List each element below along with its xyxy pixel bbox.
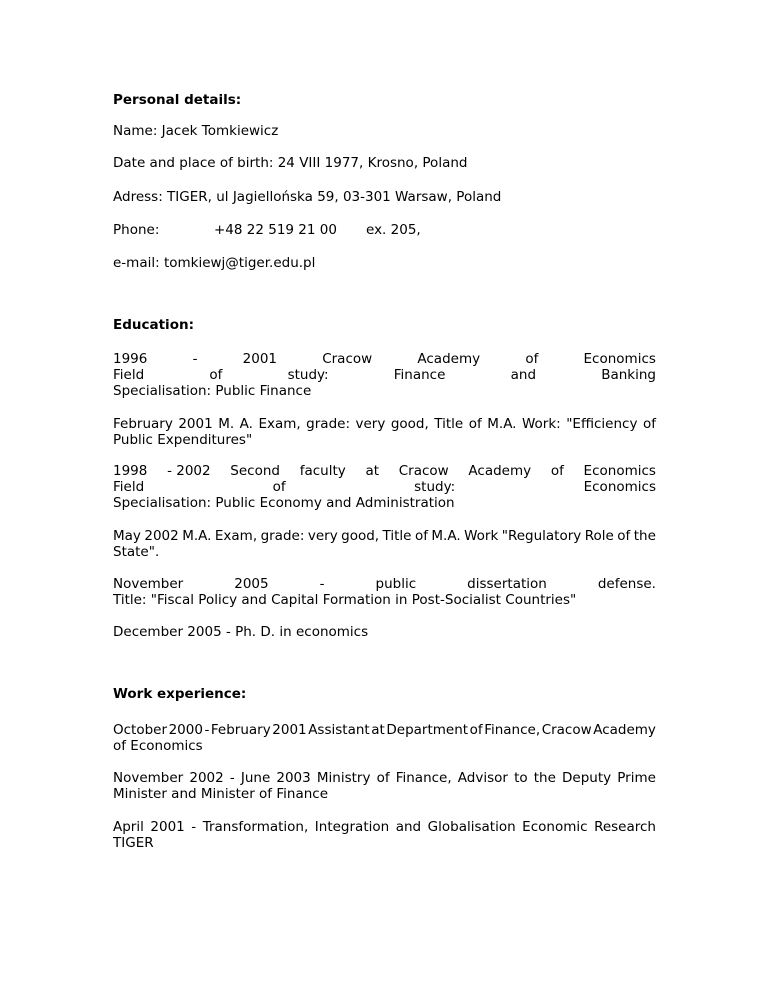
word: -	[204, 722, 210, 738]
word: May	[113, 528, 141, 544]
word: grade:	[260, 528, 305, 544]
work-entry-2-line-2: Minister and Minister of Finance	[113, 786, 328, 802]
word: Economic	[522, 819, 588, 835]
word: Deputy	[562, 770, 612, 786]
word: "Regulatory	[501, 528, 582, 544]
phone-extension: ex. 205,	[366, 222, 421, 238]
word: Transformation,	[202, 819, 309, 835]
work-entry-1-line-2: of Economics	[113, 738, 203, 754]
name-line: Name: Jacek Tomkiewicz	[113, 123, 279, 139]
edu-entry-3-line-3: Specialisation: Public Economy and Administration	[113, 495, 455, 511]
word: April	[113, 819, 144, 835]
birth-line: Date and place of birth: 24 VIII 1977, Krosno, Poland	[113, 155, 468, 171]
word: Finance,	[484, 722, 541, 738]
word: Academy	[468, 463, 532, 479]
word: grade:	[306, 416, 350, 432]
word: 2002	[144, 528, 179, 544]
word: of	[525, 351, 539, 367]
word: Exam,	[258, 416, 301, 432]
word: A.	[239, 416, 253, 432]
word: Second	[230, 463, 280, 479]
word: Department	[386, 722, 469, 738]
word: Economics	[583, 463, 656, 479]
word: Globalisation	[427, 819, 516, 835]
word: Field	[113, 367, 145, 383]
personal-details-heading: Personal details:	[113, 92, 242, 108]
word: "Efficiency	[566, 416, 638, 432]
word: of	[550, 463, 564, 479]
word: 2001	[242, 351, 277, 367]
word: of	[414, 528, 428, 544]
word: 2001	[272, 722, 307, 738]
word: Title	[434, 416, 464, 432]
word: and	[510, 367, 537, 383]
word: November	[113, 576, 184, 592]
word: 2001	[178, 416, 213, 432]
word: at	[365, 463, 380, 479]
edu-entry-5-line-2: Title: "Fiscal Policy and Capital Formation in Post-Socialist Countries"	[113, 592, 577, 608]
word: M.A.	[182, 528, 212, 544]
word: very	[355, 416, 386, 432]
word: June	[240, 770, 271, 786]
word: Banking	[601, 367, 656, 383]
word: Finance,	[395, 770, 452, 786]
word: Cracow	[322, 351, 373, 367]
edu-entry-4-line-2: State".	[113, 544, 160, 560]
word: February	[113, 416, 173, 432]
word: Economics	[583, 351, 656, 367]
word: M.	[218, 416, 235, 432]
word: November	[113, 770, 184, 786]
edu-entry-1-line-3: Specialisation: Public Finance	[113, 383, 312, 399]
word: dissertation	[467, 576, 547, 592]
word: of	[376, 770, 390, 786]
word: February	[210, 722, 271, 738]
word: Cracow	[541, 722, 592, 738]
word: of	[272, 479, 286, 495]
word: Academy	[593, 722, 656, 738]
phone-number: +48 22 519 21 00	[214, 222, 337, 238]
word: 1998	[113, 463, 148, 479]
work-entry-1-line-1	[113, 722, 656, 738]
word: 2002	[189, 770, 224, 786]
word: the	[633, 528, 656, 544]
word: study:	[414, 479, 456, 495]
word: public	[375, 576, 417, 592]
word: Academy	[417, 351, 481, 367]
word: Cracow	[398, 463, 449, 479]
word: Role	[584, 528, 614, 544]
word: M.A.	[431, 528, 461, 544]
edu-entry-2-line-1	[113, 416, 656, 432]
word: -	[192, 351, 198, 367]
email-line: e-mail: tomkiewj@tiger.edu.pl	[113, 255, 316, 271]
phone-label: Phone:	[113, 222, 160, 238]
word: of	[209, 367, 223, 383]
word: defense.	[597, 576, 656, 592]
address-line: Adress: TIGER, ul Jagiellońska 59, 03-301 Warsaw, Poland	[113, 189, 502, 205]
word: Title	[382, 528, 412, 544]
edu-entry-3-line-2	[113, 479, 656, 495]
word: Advisor	[457, 770, 508, 786]
work-experience-heading: Work experience:	[113, 686, 247, 702]
work-entry-3-line-2: TIGER	[113, 835, 154, 851]
word: study:	[287, 367, 329, 383]
word: Assistant	[308, 722, 370, 738]
word: to	[514, 770, 528, 786]
education-heading: Education:	[113, 317, 194, 333]
word: Integration	[314, 819, 390, 835]
edu-entry-1-line-1	[113, 351, 656, 367]
word: very	[307, 528, 338, 544]
word: - 2002	[167, 463, 211, 479]
work-entry-2-line-1	[113, 770, 656, 786]
word: Work	[464, 528, 499, 544]
word: Research	[594, 819, 656, 835]
word: good,	[390, 416, 429, 432]
word: Work:	[521, 416, 561, 432]
word: faculty	[299, 463, 346, 479]
word: of	[468, 416, 482, 432]
word: Exam,	[214, 528, 258, 544]
word: 2000	[168, 722, 203, 738]
word: 1996	[113, 351, 148, 367]
edu-entry-6: December 2005 - Ph. D. in economics	[113, 624, 369, 640]
word: the	[533, 770, 556, 786]
word: at	[371, 722, 385, 738]
word: October	[113, 722, 168, 738]
word: -	[191, 819, 197, 835]
word: M.A.	[487, 416, 517, 432]
edu-entry-5-line-1	[113, 576, 656, 592]
edu-entry-4-line-1	[113, 528, 656, 544]
edu-entry-3-line-1	[113, 463, 656, 479]
word: Ministry	[316, 770, 371, 786]
word: 2005	[234, 576, 269, 592]
word: 2003	[276, 770, 311, 786]
word: of	[642, 416, 656, 432]
word: Finance	[393, 367, 446, 383]
word: good,	[341, 528, 380, 544]
word: and	[395, 819, 422, 835]
word: Economics	[583, 479, 656, 495]
work-entry-3-line-1	[113, 819, 656, 835]
word: of	[469, 722, 483, 738]
word: Field	[113, 479, 145, 495]
word: 2001	[150, 819, 185, 835]
edu-entry-2-line-2: Public Expenditures"	[113, 432, 253, 448]
word: -	[229, 770, 235, 786]
edu-entry-1-line-2	[113, 367, 656, 383]
word: of	[617, 528, 631, 544]
word: Prime	[617, 770, 656, 786]
word: -	[319, 576, 325, 592]
